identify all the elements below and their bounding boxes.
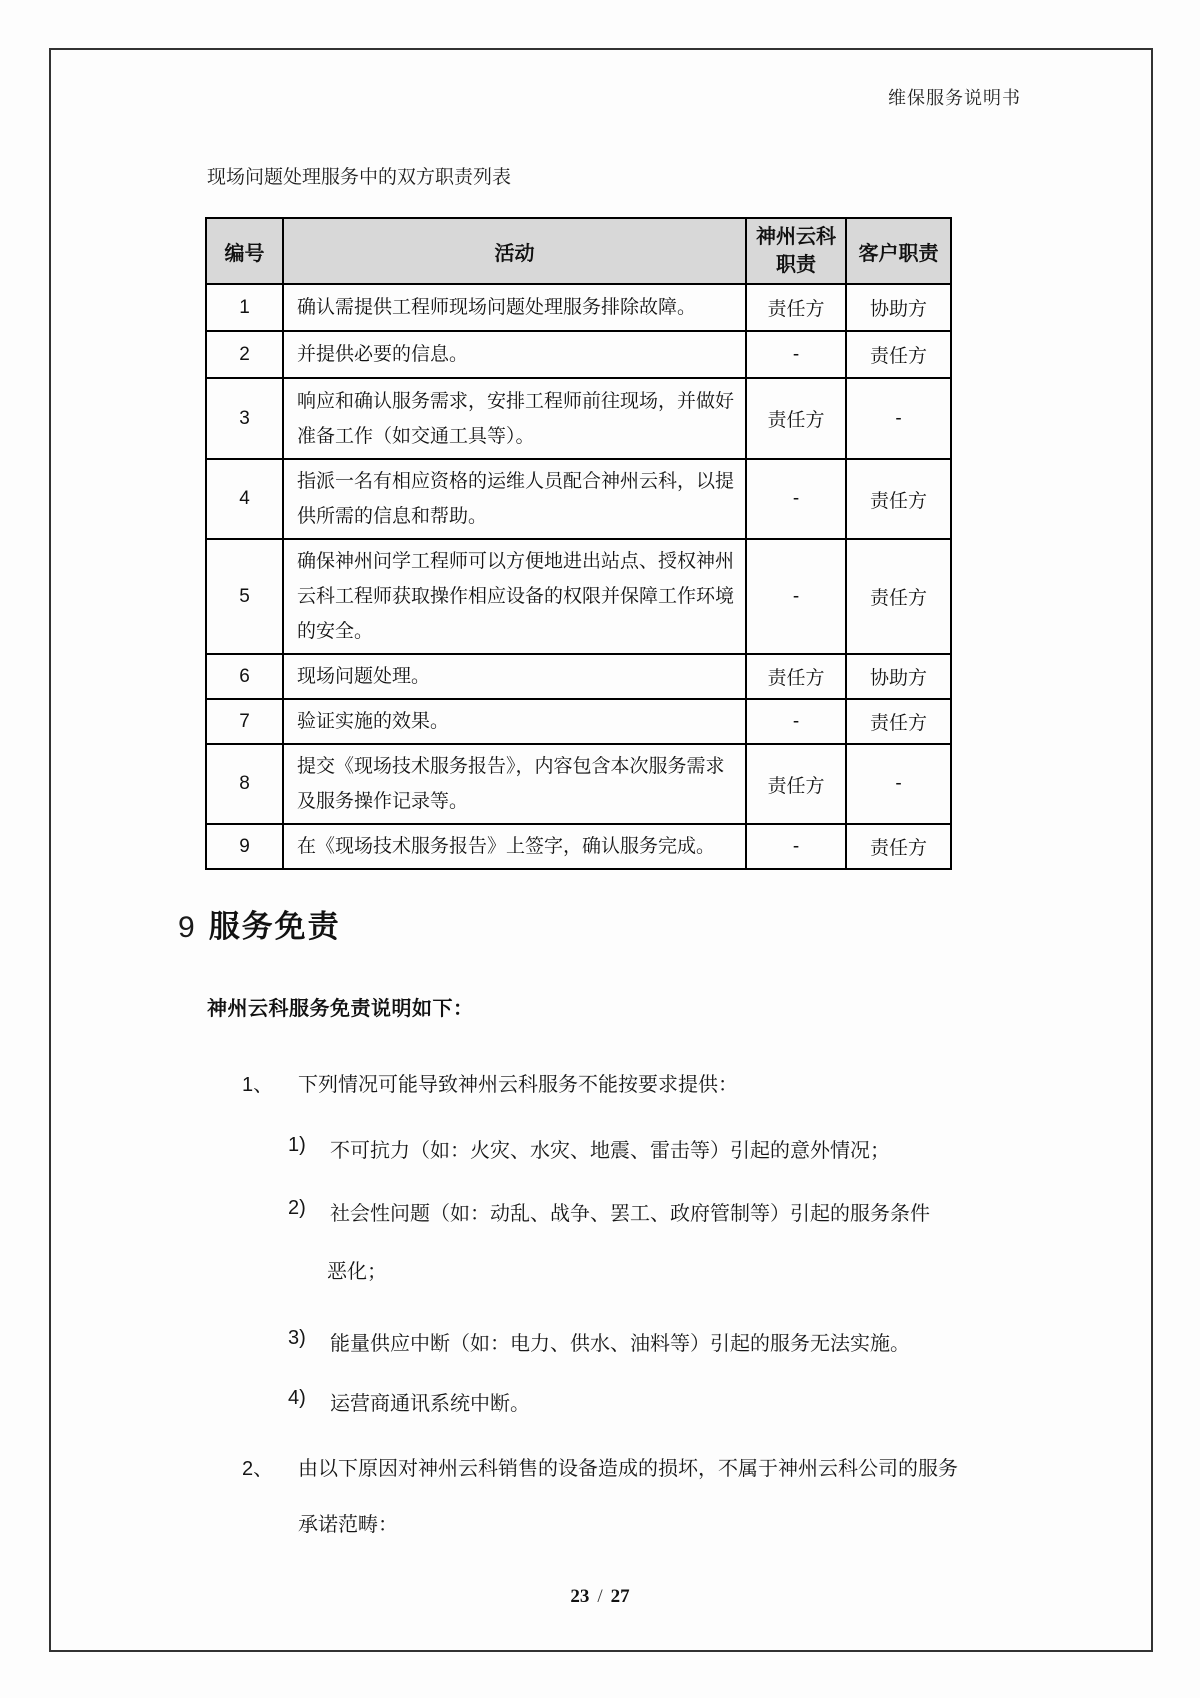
cell-no: 5 bbox=[206, 539, 283, 654]
col-header-vendor-line1: 神州云科 bbox=[756, 226, 836, 248]
list-subitem-1 bbox=[288, 1134, 890, 1163]
cell-no: 3 bbox=[206, 378, 283, 459]
list-subitem-1-text: 不可抗力（如：火灾、水灾、地震、雷击等）引起的意外情况； bbox=[330, 1140, 890, 1162]
cell-no: 2 bbox=[206, 331, 283, 378]
cell-customer: - bbox=[846, 378, 951, 459]
table-row bbox=[206, 824, 951, 869]
cell-customer: 责任方 bbox=[846, 699, 951, 744]
list-subitem-3-marker: 3) bbox=[288, 1327, 306, 1349]
col-header-activity: 活动 bbox=[283, 218, 746, 284]
cell-vendor: - bbox=[746, 459, 846, 539]
table-header-row bbox=[206, 218, 951, 284]
list-item-2-text: 由以下原因对神州云科销售的设备造成的损坏，不属于神州云科公司的服务 bbox=[298, 1458, 958, 1480]
cell-vendor: - bbox=[746, 699, 846, 744]
cell-vendor: - bbox=[746, 824, 846, 869]
cell-no: 8 bbox=[206, 744, 283, 824]
cell-vendor: 责任方 bbox=[746, 654, 846, 699]
list-item-2 bbox=[242, 1452, 958, 1481]
cell-activity: 验证实施的效果。 bbox=[283, 699, 746, 744]
table-caption: 现场问题处理服务中的双方职责列表 bbox=[207, 167, 512, 188]
cell-activity: 响应和确认服务需求，安排工程师前往现场，并做好准备工作（如交通工具等）。 bbox=[283, 378, 746, 459]
list-subitem-3-text: 能量供应中断（如：电力、供水、油料等）引起的服务无法实施。 bbox=[330, 1333, 910, 1355]
cell-activity: 确认需提供工程师现场问题处理服务排除故障。 bbox=[283, 284, 746, 331]
cell-no: 1 bbox=[206, 284, 283, 331]
cell-vendor: - bbox=[746, 331, 846, 378]
list-item-2-continuation: 承诺范畴： bbox=[298, 1514, 398, 1536]
cell-customer: 责任方 bbox=[846, 824, 951, 869]
col-header-vendor bbox=[746, 218, 846, 284]
table-row bbox=[206, 744, 951, 824]
col-header-customer: 客户职责 bbox=[846, 218, 951, 284]
table-row bbox=[206, 284, 951, 331]
page-number-separator: / bbox=[597, 1586, 603, 1607]
cell-no: 4 bbox=[206, 459, 283, 539]
cell-activity: 指派一名有相应资格的运维人员配合神州云科，以提供所需的信息和帮助。 bbox=[283, 459, 746, 539]
cell-customer: 责任方 bbox=[846, 539, 951, 654]
page-footer bbox=[0, 1586, 1200, 1608]
list-subitem-2 bbox=[288, 1197, 930, 1226]
cell-vendor: 责任方 bbox=[746, 378, 846, 459]
list-subitem-4-marker: 4) bbox=[288, 1387, 306, 1409]
table-row bbox=[206, 539, 951, 654]
list-subitem-2-marker: 2) bbox=[288, 1197, 306, 1219]
section-heading bbox=[178, 901, 341, 946]
cell-customer: 协助方 bbox=[846, 654, 951, 699]
list-subitem-3 bbox=[288, 1327, 910, 1356]
cell-no: 7 bbox=[206, 699, 283, 744]
cell-activity: 并提供必要的信息。 bbox=[283, 331, 746, 378]
list-item-1 bbox=[242, 1068, 738, 1097]
table-row bbox=[206, 699, 951, 744]
cell-activity: 提交《现场技术服务报告》，内容包含本次服务需求及服务操作记录等。 bbox=[283, 744, 746, 824]
col-header-vendor-line2: 职责 bbox=[776, 254, 816, 276]
list-item-1-text: 下列情况可能导致神州云科服务不能按要求提供： bbox=[298, 1074, 738, 1096]
cell-activity: 在《现场技术服务报告》上签字，确认服务完成。 bbox=[283, 824, 746, 869]
cell-vendor: 责任方 bbox=[746, 744, 846, 824]
table-row bbox=[206, 459, 951, 539]
cell-vendor: 责任方 bbox=[746, 284, 846, 331]
table-row bbox=[206, 331, 951, 378]
cell-no: 9 bbox=[206, 824, 283, 869]
table-row bbox=[206, 378, 951, 459]
cell-no: 6 bbox=[206, 654, 283, 699]
section-title: 服务免责 bbox=[208, 909, 341, 944]
page-number-current: 23 bbox=[570, 1586, 590, 1607]
page-number-total: 27 bbox=[610, 1586, 630, 1607]
cell-customer: - bbox=[846, 744, 951, 824]
cell-customer: 责任方 bbox=[846, 331, 951, 378]
section-number: 9 bbox=[178, 911, 195, 944]
table-row bbox=[206, 654, 951, 699]
responsibility-table bbox=[205, 217, 952, 870]
cell-vendor: - bbox=[746, 539, 846, 654]
col-header-no: 编号 bbox=[206, 218, 283, 284]
cell-activity: 现场问题处理。 bbox=[283, 654, 746, 699]
list-subitem-1-marker: 1) bbox=[288, 1134, 306, 1156]
list-subitem-2-text: 社会性问题（如：动乱、战争、罢工、政府管制等）引起的服务条件 bbox=[330, 1203, 930, 1225]
disclaimer-intro: 神州云科服务免责说明如下： bbox=[207, 998, 474, 1020]
list-item-1-marker: 1、 bbox=[242, 1074, 274, 1096]
list-item-2-marker: 2、 bbox=[242, 1458, 274, 1480]
cell-activity: 确保神州问学工程师可以方便地进出站点、授权神州云科工程师获取操作相应设备的权限并保障工作环境的安全。 bbox=[283, 539, 746, 654]
cell-customer: 责任方 bbox=[846, 459, 951, 539]
list-subitem-4-text: 运营商通讯系统中断。 bbox=[330, 1393, 530, 1415]
list-subitem-4 bbox=[288, 1387, 530, 1416]
list-subitem-2-continuation: 恶化； bbox=[327, 1261, 387, 1283]
document-header-title: 维保服务说明书 bbox=[888, 88, 1021, 108]
cell-customer: 协助方 bbox=[846, 284, 951, 331]
